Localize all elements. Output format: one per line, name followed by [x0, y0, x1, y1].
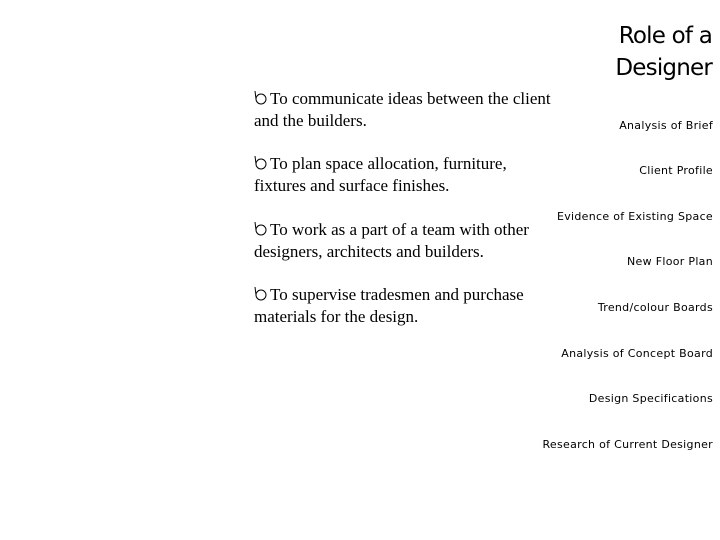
design-step-item: Analysis of Brief	[619, 119, 713, 132]
design-step-item: Client Profile	[639, 164, 713, 177]
bullet-item	[254, 153, 554, 197]
circle-bullet-icon	[254, 156, 269, 171]
design-step-item: Trend/colour Boards	[597, 301, 713, 314]
design-step-item: Analysis of Concept Board	[561, 347, 713, 360]
title-line-1: Role of a	[618, 23, 712, 49]
bullet-text: To work as a part of a team with other designers, architects and builders.	[254, 220, 529, 261]
design-step-item: New Floor Plan	[627, 255, 713, 268]
design-step-item: Evidence of Existing Space	[556, 210, 713, 223]
bullet-item	[254, 219, 554, 263]
bullet-text: To communicate ideas between the client and the builders.	[254, 89, 551, 130]
circle-bullet-icon	[254, 287, 269, 302]
circle-bullet-icon	[254, 222, 269, 237]
bullet-item	[254, 88, 554, 132]
circle-bullet-icon	[254, 91, 269, 106]
title-line-2: Designer	[615, 55, 712, 81]
bullet-text: To supervise tradesmen and purchase materials for the design.	[254, 285, 524, 326]
bullet-item	[254, 284, 554, 328]
bullet-text: To plan space allocation, furniture, fixtures and surface finishes.	[254, 154, 507, 195]
design-step-item: Research of Current Designer	[542, 438, 713, 451]
slide-title	[512, 20, 712, 84]
design-step-item: Design Specifications	[588, 392, 713, 405]
